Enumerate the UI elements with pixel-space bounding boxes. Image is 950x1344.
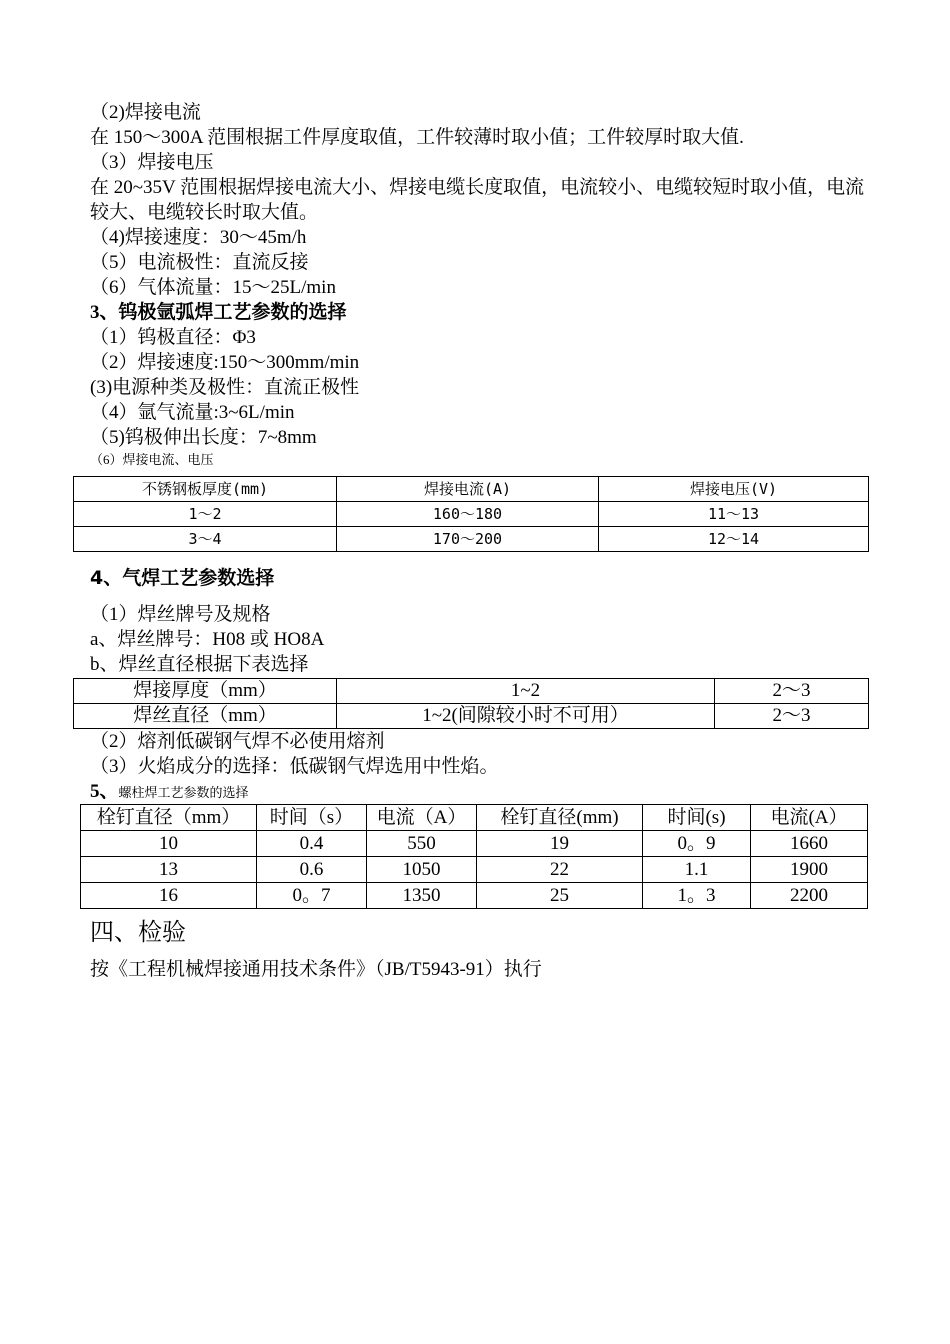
table-header-row bbox=[81, 805, 868, 831]
table-row bbox=[81, 883, 868, 909]
item-current-polarity: （5）电流极性：直流反接 bbox=[90, 252, 309, 273]
table-header-cell: 时间(s) bbox=[643, 805, 751, 831]
table-header-cell: 栓钉直径（mm） bbox=[81, 805, 257, 831]
table-header-row bbox=[74, 477, 869, 502]
table-cell: 10 bbox=[81, 831, 257, 857]
table-row bbox=[81, 831, 868, 857]
inspection-text: 按《工程机械焊接通用技术条件》（JB/T5943-91）执行 bbox=[90, 959, 542, 980]
text-voltage-range: 在 20~35V 范围根据焊接电流大小、焊接电缆长度取值，电流较小、电缆较短时取小值，电流较大、电缆较长时取大值。 bbox=[90, 177, 865, 223]
item-welding-voltage: （3）焊接电压 bbox=[90, 152, 214, 173]
table-cell: 0。9 bbox=[643, 831, 751, 857]
table-stud-welding bbox=[80, 804, 868, 909]
table-cell: 2200 bbox=[751, 883, 868, 909]
table-stainless-params bbox=[73, 476, 869, 552]
table-cell: 0。7 bbox=[257, 883, 367, 909]
table-cell: 1~2 bbox=[337, 679, 715, 704]
text-current-range: 在 150～300A 范围根据工件厚度取值，工件较薄时取小值；工件较厚时取大值. bbox=[90, 127, 744, 148]
item-flame: （3）火焰成分的选择：低碳钢气焊选用中性焰。 bbox=[90, 756, 499, 777]
table-cell: 11～13 bbox=[599, 502, 869, 527]
table-cell: 2～3 bbox=[715, 679, 869, 704]
text-block-gas-welding bbox=[90, 602, 870, 677]
item-welding-current: （2)焊接电流 bbox=[90, 102, 201, 123]
table-cell: 1050 bbox=[367, 857, 477, 883]
table-cell: 1900 bbox=[751, 857, 868, 883]
text-block-welding-params bbox=[90, 100, 870, 470]
item-gas-flow: （6）气体流量：15～25L/min bbox=[90, 277, 336, 298]
table-cell: 1~2(间隙较小时不可用） bbox=[337, 704, 715, 729]
table-cell: 16 bbox=[81, 883, 257, 909]
table-cell: 19 bbox=[477, 831, 643, 857]
table-cell: 160～180 bbox=[337, 502, 599, 527]
table-header-cell: 焊接电流(A) bbox=[337, 477, 599, 502]
table-row bbox=[74, 704, 869, 729]
item-current-voltage-caption: （6）焊接电流、电压 bbox=[90, 452, 214, 467]
table-cell: 1.1 bbox=[643, 857, 751, 883]
table-cell: 2～3 bbox=[715, 704, 869, 729]
table-cell: 0.6 bbox=[257, 857, 367, 883]
table-cell: 170～200 bbox=[337, 527, 599, 552]
table-wire-diameter bbox=[73, 678, 869, 729]
table-header-cell: 时间（s） bbox=[257, 805, 367, 831]
table-cell: 1～2 bbox=[74, 502, 337, 527]
table-cell: 13 bbox=[81, 857, 257, 883]
table-cell: 1660 bbox=[751, 831, 868, 857]
table-cell: 1。3 bbox=[643, 883, 751, 909]
chapter-4-title: 四、检验 bbox=[90, 920, 186, 946]
table-header-cell: 焊接电压(V) bbox=[599, 477, 869, 502]
table-cell: 焊接厚度（mm） bbox=[74, 679, 337, 704]
item-argon-flow: （4）氩气流量:3~6L/min bbox=[90, 402, 295, 423]
table-cell: 22 bbox=[477, 857, 643, 883]
table-row bbox=[74, 527, 869, 552]
item-flux: （2）熔剂低碳钢气焊不必使用熔剂 bbox=[90, 731, 385, 752]
section-5-text: 螺柱焊工艺参数的选择 bbox=[118, 785, 249, 800]
table-cell: 25 bbox=[477, 883, 643, 909]
table-header-cell: 栓钉直径(mm) bbox=[477, 805, 643, 831]
table-cell: 0.4 bbox=[257, 831, 367, 857]
item-wire-diameter-note: b、焊丝直径根据下表选择 bbox=[90, 654, 309, 675]
table-row bbox=[74, 679, 869, 704]
item-wire-grade: a、焊丝牌号：H08 或 HO8A bbox=[90, 629, 325, 650]
table-cell: 12～14 bbox=[599, 527, 869, 552]
item-tig-speed: （2）焊接速度:150～300mm/min bbox=[90, 352, 360, 373]
table-row bbox=[74, 502, 869, 527]
table-cell: 550 bbox=[367, 831, 477, 857]
table-cell: 焊丝直径（mm） bbox=[74, 704, 337, 729]
table-row bbox=[81, 857, 868, 883]
item-power-polarity: (3)电源种类及极性：直流正极性 bbox=[90, 377, 360, 398]
table-header-cell: 电流（A） bbox=[367, 805, 477, 831]
item-tungsten-diameter: （1）钨极直径：Φ3 bbox=[90, 327, 256, 348]
table-cell: 1350 bbox=[367, 883, 477, 909]
section-5-title bbox=[90, 781, 249, 804]
table-cell: 3～4 bbox=[74, 527, 337, 552]
item-welding-speed: （4)焊接速度：30～45m/h bbox=[90, 227, 307, 248]
table-header-cell: 不锈钢板厚度(mm) bbox=[74, 477, 337, 502]
item-tungsten-extension: （5)钨极伸出长度：7~8mm bbox=[90, 427, 317, 448]
section-4-title: 4、气焊工艺参数选择 bbox=[90, 567, 275, 589]
item-wire-grade-spec: （1）焊丝牌号及规格 bbox=[90, 604, 271, 625]
section-5-number: 5、 bbox=[90, 781, 119, 802]
section-3-title: 3、钨极氩弧焊工艺参数的选择 bbox=[90, 302, 347, 323]
table-header-cell: 电流(A） bbox=[751, 805, 868, 831]
text-block-flux-flame bbox=[90, 729, 870, 779]
